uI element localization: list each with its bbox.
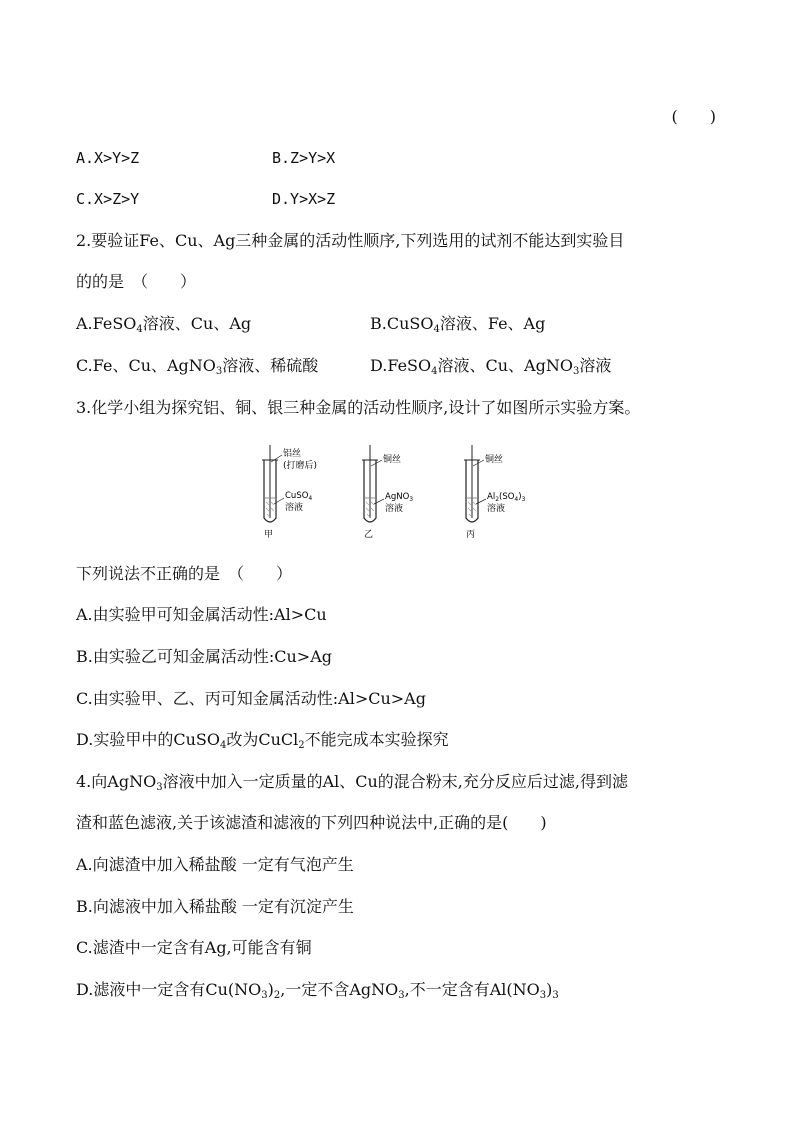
tube-yi-name: 乙	[364, 530, 374, 540]
q3-option-d	[76, 729, 449, 751]
tube-jia	[262, 445, 317, 540]
q4-option-d-mid2: ,一定不含AgNO	[280, 980, 399, 999]
q2-option-d-post: 溶液	[579, 356, 612, 375]
tube-bing-sol-pre: Al	[487, 492, 496, 502]
q2-stem-line1: 2.要验证Fe、Cu、Ag三种金属的活动性顺序,下列选用的试剂不能达到实验目	[76, 231, 625, 250]
q3-question: 下列说法不正确的是 （ ）	[76, 564, 293, 583]
q1-option-c: C.X>Z>Y	[76, 190, 140, 208]
tube-jia-wire-label: 铝丝	[283, 449, 302, 459]
q1-option-b: B.Z>Y>X	[272, 149, 336, 167]
tube-jia-sol-pre: CuSO	[285, 491, 309, 501]
tube-bing-sol-mid: (SO	[499, 492, 515, 502]
tube-jia-sol-sub: 4	[308, 495, 313, 502]
tube-yi-sol-sub: 3	[409, 496, 414, 503]
tube-yi-solution-formula	[385, 492, 413, 503]
q3-option-d-pre: D.实验甲中的CuSO	[76, 730, 220, 749]
q3-option-c: C.由实验甲、乙、丙可知金属活动性:Al>Cu>Ag	[76, 689, 426, 708]
q4-option-d-sub: 3	[261, 990, 268, 1001]
q4-stem-chem: AgNO	[107, 772, 157, 791]
q4-stem-line2: 渣和蓝色滤液,关于该滤渣和滤液的下列四种说法中,正确的是( )	[76, 813, 547, 832]
q2-option-a	[76, 313, 251, 335]
q4-stem-post: 溶液中加入一定质量的Al、Cu的混合粉末,充分反应后过滤,得到滤	[162, 772, 628, 791]
q4-option-d-sub3: 3	[398, 990, 405, 1001]
q2-option-a-sub: 4	[136, 324, 143, 335]
q2-option-d-sub: 4	[431, 366, 438, 377]
q2-option-d-sub2: 3	[572, 366, 580, 377]
q2-stem-line2: 的的是 （ ）	[76, 272, 197, 291]
q4-option-d	[76, 979, 559, 1001]
tube-bing-wire-label: 铜丝	[485, 455, 504, 465]
tube-bing	[464, 445, 526, 540]
q2-option-a-pre: A.FeSO	[76, 314, 137, 333]
q3-option-d-post: 不能完成本实验探究	[304, 730, 449, 749]
q2-option-b-sub: 4	[433, 324, 440, 335]
q4-option-d-pre: D.滤液中一定含有Cu(NO	[76, 980, 262, 999]
tube-jia-solution-label: 溶液	[285, 503, 304, 513]
q4-option-d-mid4: )	[546, 980, 553, 999]
q4-option-c: C.滤渣中一定含有Ag,可能含有铜	[76, 938, 312, 957]
q4-stem-sub: 3	[156, 782, 163, 793]
q4-option-d-mid: )	[267, 980, 274, 999]
q2-option-b-post: 溶液、Fe、Ag	[439, 314, 546, 333]
q4-stem-line1	[76, 771, 628, 793]
q4-option-d-sub4: 3	[539, 990, 547, 1001]
tube-bing-name: 丙	[466, 530, 476, 540]
q4-stem-pre: 4.向	[76, 772, 108, 791]
q2-option-c	[76, 355, 318, 377]
q1-answer-paren: ( )	[671, 107, 716, 126]
q2-option-d-mid: 溶液、Cu、AgNO	[437, 356, 573, 375]
tube-bing-sol-sub2: 4	[514, 496, 519, 503]
tube-jia-solution-formula	[285, 491, 312, 502]
q1-option-d: D.Y>X>Z	[272, 190, 336, 208]
q2-option-c-pre: C.Fe、Cu、AgNO	[76, 356, 216, 375]
tube-yi-sol-pre: AgNO	[385, 492, 410, 502]
q3-option-a: A.由实验甲可知金属活动性:Al>Cu	[76, 605, 327, 624]
q2-option-c-sub: 3	[215, 366, 223, 377]
tube-yi-wire-label: 铜丝	[383, 455, 402, 465]
tube-jia-wire-label2: (打磨后)	[283, 461, 318, 471]
tube-bing-sol-sub3: 3	[521, 496, 526, 503]
q3-option-b: B.由实验乙可知金属活动性:Cu>Ag	[76, 647, 332, 666]
q2-option-b-pre: B.CuSO	[370, 314, 434, 333]
tube-jia-name: 甲	[264, 530, 274, 540]
q3-option-d-sub2: 2	[298, 740, 305, 751]
q2-option-a-post: 溶液、Cu、Ag	[142, 314, 252, 333]
q4-option-d-sub5: 3	[552, 990, 559, 1001]
test-tube-figure	[252, 440, 552, 540]
q3-stem: 3.化学小组为探究铝、铜、银三种金属的活动性顺序,设计了如图所示实验方案。	[76, 398, 641, 417]
q3-option-d-mid: 改为CuCl	[226, 730, 299, 749]
q2-option-d	[370, 355, 611, 377]
q3-option-d-sub: 4	[219, 740, 227, 751]
tube-bing-sol-sub: 2	[495, 496, 500, 503]
q2-option-b	[370, 313, 545, 335]
q4-option-d-mid3: ,不一定含有Al(NO	[404, 980, 540, 999]
q2-option-c-post: 溶液、稀硫酸	[222, 356, 319, 375]
tube-yi-solution-label: 溶液	[385, 504, 404, 514]
tube-bing-solution-label: 溶液	[487, 504, 506, 514]
q1-option-a: A.X>Y>Z	[76, 149, 140, 167]
tube-bing-sol-post: )	[518, 492, 522, 502]
q4-option-d-sub2: 2	[273, 990, 281, 1001]
q2-option-d-pre: D.FeSO	[370, 356, 432, 375]
tube-bing-solution-formula	[487, 492, 526, 503]
q4-option-b: B.向滤液中加入稀盐酸 一定有沉淀产生	[76, 897, 354, 916]
q4-option-a: A.向滤渣中加入稀盐酸 一定有气泡产生	[76, 855, 354, 874]
tube-yi	[362, 445, 413, 540]
